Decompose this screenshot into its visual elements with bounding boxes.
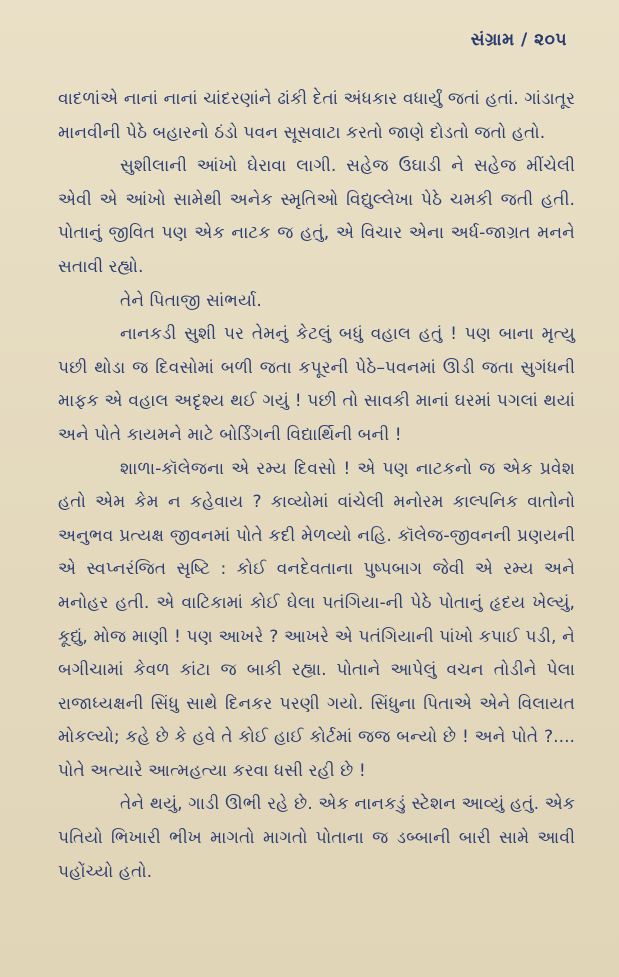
paragraph-6: તેને થયું, ગાડી ઊભી રહે છે. એક નાનકડું સ્ટેશન આવ્યું હતું. એક પતિયો ભિખારી ભીખ માગતો માગતો પોતાના જ ડબ્બાની બારી સામે આવી પહોંચ્યો હતો.: [58, 794, 575, 882]
paragraph-3: તેને પિતાજી સાંભર્યા.: [120, 290, 262, 311]
paragraph-5: શાળા-કૉલેજના એ રમ્ય દિવસો ! એ પણ નાટકનો જ એક પ્રવેશ હતો એમ કેમ ન કહેવાય ? કાવ્યોમાં વાંચેલી મનોરમ કાલ્પનિક વાતોનો અનુભવ પ્રત્યક્ષ જીવનમાં પોતે કદી મેળવ્યો નહિ. કૉલેજ-જીવનની પ્રણયની એ સ્વપ્નરંજિત સૃષ્ટિ : કોઈ વનદેવતાના પુષ્પબાગ જેવી એ રમ્ય અને મનોહર હતી. એ વાટિકામાં કોઈ ઘેલા પતંગિયા-ની પેઠે પોતાનું હૃદય ખેલ્યું, કૂદ્યું, મોજ માણી ! પણ આખરે ? આખરે એ પતંગિયાની પાંખો કપાઈ પડી, ને બગીચામાં કેવળ કાંટા જ બાકી રહ્યા. પોતાને આપેલું વચન તોડીને પેલા રાજાધ્યક્ષની સિંધુ સાથે દિનકર પરણી ગયો. સિંધુના પિતાએ એને વિલાયત મોકલ્યો; કહે છે કે હવે તે કોઈ હાઈ કોર્ટમાં જજ બન્યો છે ! અને પોતે ?.... પોતે અત્યારે આત્મહત્યા કરવા ધસી રહી છે !: [58, 458, 575, 781]
paragraph-1: વાદળાંએ નાનાં નાનાં ચાંદરણાંને ઢાંકી દેતાં અંધકાર વધાર્યું જતાં હતાં. ગાંડાતૂર માનવીની પેઠે બહારનો ઠંડો પવન સૂસવાટા કરતો જાણે દોડતો જતો હતો.: [58, 89, 575, 143]
body-text: [58, 83, 575, 889]
paragraph-2: સુશીલાની આંખો ઘેરાવા લાગી. સહેજ ઉઘાડી ને સહેજ મીંચેલી એવી એ આંખો સામેથી અનેક સ્મૃતિઓ વિદ્યુલ્લેખા પેઠે ચમકી જતી હતી. પોતાનું જીવિત પણ એક નાટક જ હતું, એ વિચાર એના અર્ધ-જાગ્રત મનને સતાવી રહ્યો.: [58, 156, 575, 277]
paragraph-4: નાનકડી સુશી પર તેમનું કેટલું બધું વહાલ હતું ! પણ બાના મૃત્યુ પછી થોડા જ દિવસોમાં બળી જતા કપૂરની પેઠે–પવનમાં ઊડી જતા સુગંધની માફક એ વહાલ અદૃશ્ય થઈ ગયું ! પછી તો સાવકી માનાં ઘરમાં પગલાં થયાં અને પોતે કાયમને માટે બોર્ડિંગની વિદ્યાર્થિની બની !: [58, 324, 575, 445]
running-header: સંગ્રામ / ૨૦૫: [470, 30, 567, 50]
